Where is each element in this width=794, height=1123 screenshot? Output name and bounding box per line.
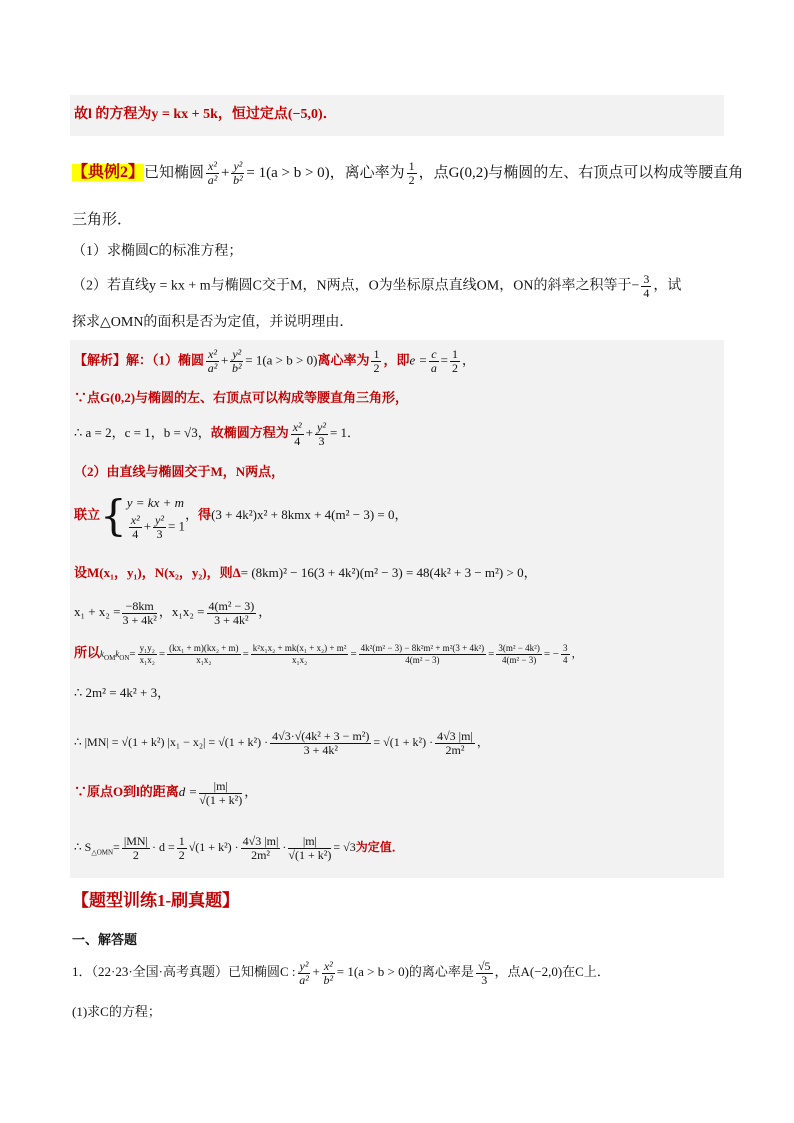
fraction: $\frac{\text{y²}}{\text{b²}}$: [233, 159, 243, 187]
question-1: （1）求椭圆C的标准方程；: [72, 244, 243, 259]
problem-1-question-1: (1)求C的方程；: [72, 1004, 161, 1019]
solution-line-11: ∵原点O到l的距离d = $\frac{|m|}{\text{√(1 + k²)}}$ ，: [74, 778, 258, 807]
solution-line-8: 所以$k_{OM}k_{ON}=$ $\frac{\text{y₁y₂}}{\text{x₁x₂}}$ = $\frac{\text{(kx₁ + m)(kx₂ + m)}}{\text{x₁x₂}}$ = $\frac{\text{k²x₁x₂ + mk(x₁ + x₂) + m²}}{\text{x₁x₂}}$ = $\frac{\text{4k²(m² − 3) − 8k²m² + m²(3 + 4k²)}}{\text{4(m² − 3)}}$ = $\frac{\text{3(m² − 4k²)}}{\text{4(m² − 3)}}$ = − $\frac{3}{4}$ ，: [74, 642, 583, 665]
solution-line-3: ∴ a = 2，c = 1，b = √3，故椭圆方程为 $\frac{\text{x²}}{4}$ + $\frac{\text{y²}}{3}$ = 1．: [74, 419, 361, 448]
ellipse-condition: = 1(a > b > 0)，离心率为: [246, 164, 405, 181]
example-statement: 【典例2】已知椭圆 $\frac{\text{x²}}{\text{a²}}$ + $\frac{\text{y²}}{\text{b²}}$ = 1(a > b > 0)，离心率为 $\frac{1}{2}$ ，点G(0,2)与椭圆的左、右顶点可以构成等腰直角: [72, 159, 744, 187]
example-text: ，点G(0,2)与椭圆的左、右顶点可以构成等腰直角: [418, 164, 744, 181]
question-2: （2）若直线y = kx + m与椭圆C交于M，N两点，O为坐标原点直线OM，ON的斜率之积等于− $\frac{3}{4}$ ，试: [72, 272, 682, 300]
question-2-line2: 探求△OMN的面积是否为定值，并说明理由．: [72, 315, 354, 330]
solution-line-2: ∵点G(0,2)与椭圆的左、右顶点可以构成等腰直角三角形，: [74, 390, 409, 405]
solution-line-9: ∴ 2m² = 4k² + 3，: [74, 685, 171, 700]
solution-line-4: （2）由直线与椭圆交于M，N两点，: [74, 464, 285, 479]
solution-line-12: ∴ $S_{\triangle OMN}=$ $\frac{|MN|}{2}$ · d = $\frac{1}{2}$ √(1 + k²) · $\frac{4√3 |m|}{\text{2m²}}$ · $\frac{|m|}{\text{√(1 + k²)}}$ = √3为定值．: [74, 833, 404, 862]
solution-line-1: 【解析】解：（1）椭圆 $\frac{\text{x²}}{\text{a²}}$ + $\frac{\text{y²}}{\text{b²}}$ = 1(a > b > 0)离心率为 $\frac{1}{2}$ ，即e = $\frac{c}{a}$ = $\frac{1}{2}$ ，: [74, 347, 475, 375]
problem-1: 1．（22·23·全国·高考真题）已知椭圆C : $\frac{\text{y²}}{\text{a²}}$ + $\frac{\text{x²}}{\text{b²}}$ = 1(a > b > 0)的离心率是 $\frac{√5}{3}$ ，点A(−2,0)在C上．: [72, 958, 610, 987]
solution-line-5: 联立{ y = kx + m $\frac{\text{x²}}{4}$ + $\frac{\text{y²}}{3}$ = 1 ，得(3 + 4k²)x² + 8kmx + 4(m² − 3) = 0，: [74, 491, 408, 541]
section-subtitle: 一、解答题: [72, 932, 138, 947]
example-line2: 三角形．: [72, 212, 133, 228]
example-tag-open: 【典例: [72, 163, 121, 181]
example-text: 已知椭圆: [144, 164, 205, 181]
fraction: $\frac{\text{x²}}{\text{a²}}$: [207, 159, 218, 187]
section-title: 【题型训练1-刷真题】: [72, 891, 240, 910]
solution-line-10: ∴ |MN| = √(1 + k²) |x₁ − x₂| = √(1 + k²) · $\frac{\text{4√3·√(4k² + 3 − m²)}}{\text{3 + 4k²}}$ = √(1 + k²) · $\frac{4√3 |m|}{\text{2m²}}$ ，: [74, 728, 489, 757]
solution-line-7: x₁ + x₂ = $\frac{-8km}{\text{3 + 4k²}}$ ，x₁x₂ = $\frac{\text{4(m² − 3)}}{\text{3 + 4k²}}$ ，: [74, 598, 272, 627]
eccentricity-fraction: $\frac{1}{2}$: [408, 159, 415, 187]
previous-solution-conclusion: 故l 的方程为y = kx + 5k，恒过定点(−5,0)．: [74, 107, 337, 122]
fraction: $\frac{3}{4}$: [643, 272, 650, 300]
example-tag-close: 】: [128, 163, 145, 181]
example-tag-num: 2: [120, 163, 129, 181]
solution-line-6: 设M(x₁，y₁)，N(x₂，y₂)，则Δ= (8km)² − 16(3 + 4k²)(m² − 3) = 48(4k² + 3 − m²) > 0，: [74, 565, 537, 580]
